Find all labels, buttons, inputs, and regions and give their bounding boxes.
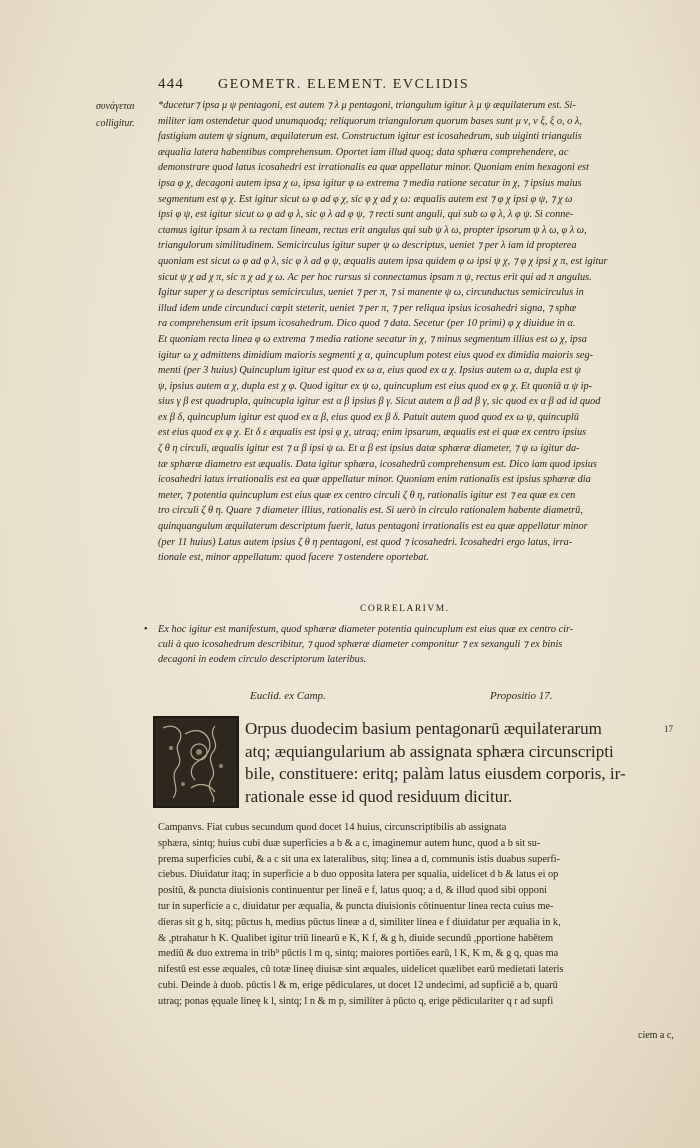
running-title: GEOMETR. ELEMENT. EVCLIDIS bbox=[218, 77, 470, 92]
proposition-line: Orpus duodecim basium pentagonarū æquilaterarum bbox=[245, 719, 602, 738]
proposition-side-number: 17 bbox=[664, 724, 673, 734]
commentary-line: utraq; ponas ęquale lineę k l, sintq; l n & m p, similiter à pūcto q, erige pēdiculariter q r ad supfi bbox=[158, 995, 554, 1007]
text-line: ζ θ η circuli, æqualis igitur est ⁊ α β ipsi ψ ω. Et α β est ipsius datæ sphæræ diameter, ⁊ ψ ω igitur da- bbox=[158, 443, 580, 455]
commentary-line: cubi. Deinde à duob. pūctis l & m, erige pēdiculares, ut docet 12 undecimi, ad supficiē a b, quarū bbox=[158, 979, 558, 991]
margin-note-greek: συνάγεται bbox=[96, 101, 135, 112]
margin-note-latin: colligitur. bbox=[96, 118, 135, 129]
catchword: ciem a c, bbox=[638, 1030, 674, 1041]
text-line: quinquangulum æquilaterum descriptum fuerit, latus pentagoni irrationalis est ea quæ appellatur minor bbox=[158, 521, 588, 533]
campanus-commentary bbox=[158, 820, 678, 1010]
text-line: militer iam ostendetur quod unumquodq; reliquorum triangulorum quorum bases sunt μ ν, ν ξ, ξ ο, ο λ, bbox=[158, 115, 582, 127]
text-line: ra comprehensum erit ipsum icosahedrum. Dico quod ⁊ data. Secetur (per 10 primi) φ χ diuidue in α. bbox=[158, 318, 576, 330]
bullet-mark-icon: • bbox=[144, 624, 148, 635]
text-line: meter, ⁊ potentia quincuplum est eius quæ ex centro circuli ζ θ η, rationalis igitur est ⁊ ea quæ ex cen bbox=[158, 489, 576, 501]
corollary-line: decagoni in eodem circulo descriptorum lateribus. bbox=[158, 654, 367, 666]
text-line: (per 11 huius) Latus autem ipsius ζ θ η pentagoni, est quod ⁊ icosahedri. Icosahedri ergo latus, irra- bbox=[158, 536, 573, 548]
commentary-line: mediū & duo extrema in trib⁹ pūctis l m q, sintq; maiores portiões earū, l K, K m, & g q, quas ma bbox=[158, 948, 559, 960]
corollary-title: CORRELARIVM. bbox=[360, 604, 450, 614]
text-line: sius γ β est quadrupla, quincupla igitur est α β ipsius β γ. Sicut autem α β ad β γ, sic quod ex α β ad id quod bbox=[158, 396, 601, 408]
text-line: menti (per 3 huius) Quincuplum igitur est quod ex ω α, eius quod ex α χ. Ipsius autem ω α, dupla est ψ bbox=[158, 365, 581, 377]
text-line: *ducetur⁊ ipsa μ ψ pentagoni, est autem ⁊ λ μ pentagoni, triangulum igitur λ μ ψ æquilaterum est. Si- bbox=[158, 100, 576, 111]
proposition-line: bile, constituere: eritq; palàm latus eiusdem corporis, ir- bbox=[245, 764, 626, 783]
text-line: ex β δ, quincuplum igitur est quod ex α β, eius quod ex β δ. Patuit autem quod quod ex ω ψ, quincuplū bbox=[158, 411, 579, 423]
text-line: est eius quod ex φ χ. Et δ ε æqualis est ipsi φ χ, utraq; enim ipsarum, æqualis est ei quæ ex centro ipsius bbox=[158, 427, 587, 439]
text-line: tionale est, minor appellatum: quod facere ⁊ ostendere oportebat. bbox=[158, 552, 429, 564]
corollary-line: Ex hoc igitur est manifestum, quod sphæræ diameter potentia quincuplum est eius quæ ex centro cir- bbox=[158, 624, 574, 635]
main-text bbox=[158, 98, 678, 566]
commentary-line: positū, & puncta diuisionis continuentur per lineā e f, latus quoq; a d, & illud quod sibi opponi bbox=[158, 885, 547, 897]
proposition-line: atq; æquiangularium ab assignata sphæra circunscripti bbox=[245, 741, 614, 761]
text-line: sicut ψ χ ad χ π, sic π χ ad χ ω. Ac per hoc rursus si connectamus ipsam π ψ, rectus erit qui ad π angulus. bbox=[158, 271, 592, 283]
proposition-line: rationale esse id quod residuum dicitur. bbox=[245, 786, 513, 806]
page-number: 444 bbox=[158, 76, 185, 92]
text-line: segmentum est φ χ. Est igitur sicut ω φ ad φ χ, sic φ χ ad χ ω: æqualis autem est ⁊ φ χ ipsi φ ψ, ⁊ χ ω bbox=[158, 193, 573, 205]
text-line: icosahedri latus irrationalis est ea quæ appellatur minor. Quoniam enim rationalis est ipsius sphæræ dia bbox=[158, 474, 591, 486]
commentary-line: prema superficies cubi, & a c sit una ex lateralibus, sitq; linea a d, communis istis duabus superfi- bbox=[158, 853, 561, 865]
text-line: demonstrare quod latus icosahedri est irrationalis ea quæ appellatur minor. Quoniam enim hexagoni est bbox=[158, 162, 589, 174]
commentary-line: ciebus. Diuidatur itaq; in superficie a b duo opposita latera per squalia, uidelicet d b & latus ei op bbox=[158, 869, 559, 881]
proposition-label: Propositio 17. bbox=[490, 690, 553, 702]
text-line: triangulorum similitudinem. Semicirculus igitur super ψ ω descriptus, ueniet ⁊ per λ iam id propterea bbox=[158, 240, 577, 252]
text-line: quoniam est sicut ω φ ad φ λ, sic φ λ ad φ ψ, æqualis autem ipsa quidem φ ω ipsi ψ χ, ⁊ φ χ ipsi χ π, est igitur bbox=[158, 255, 608, 267]
running-header bbox=[158, 76, 578, 93]
commentary-line: Campanvs. Fiat cubus secundum quod docet 14 huius, circunscriptibilis ab assignata bbox=[158, 822, 507, 833]
text-line: Et quoniam recta linea φ ω extrema ⁊ media ratione secatur in χ, ⁊ minus segmentum illius est ω χ, ipsa bbox=[158, 333, 587, 345]
commentary-line: & ,ptrahatur h K. Qualibet igitur triū linearū e K, K f, & g h, diuide secundū ,pportione habētem bbox=[158, 932, 554, 944]
proposition-text bbox=[245, 718, 665, 808]
corollary-text bbox=[158, 622, 678, 668]
text-line: ipsi φ ψ, est igitur sicut ω φ ad φ λ, sic φ λ ad φ ψ, ⁊ recti sunt anguli, qui sub ω φ λ, λ φ ψ. Si conne- bbox=[158, 209, 574, 221]
text-line: tæ sphæræ diametro est æqualis. Data igitur sphæra, icosahedrū comprehensum est. Dico iam quod ipsius bbox=[158, 458, 597, 470]
text-line: ipsa φ χ, decagoni autem ipsa χ ω, ipsa igitur φ ω extrema ⁊ media ratione secatur in χ, ⁊ ipsius maius bbox=[158, 177, 582, 189]
text-line: æqualia latera habentibus comprehensum. Oportet iam illud quoq; data sphæra comprehendere, ac bbox=[158, 146, 569, 158]
commentary-line: sphæra, sintq; huius cubi duæ superficies a b & a c, imaginemur autem hunc, quod a b sit su- bbox=[158, 837, 541, 849]
commentary-line: tur in superficie a c, diuidatur per æqualia, & puncta diuisionis cōtinuentur linea recta cuius me- bbox=[158, 900, 554, 912]
commentary-line: dieras sit g h, sitq; pūctus h, medius pūctus lineæ a d, similiter linea e f diuidatur per æqualia in k, bbox=[158, 916, 561, 928]
text-line: ψ, ipsius autem α χ, dupla est χ φ. Quod igitur ex ψ ω, quincuplum est eius quod ex φ χ. Et quoniā α ψ ip- bbox=[158, 380, 593, 392]
source-ref: Euclid. ex Camp. bbox=[250, 690, 326, 702]
text-line: ctamus igitur ipsam λ ω rectam lineam, rectus erit angulus qui sub ψ λ ω, propter ipsorum ψ λ ω, φ λ ω, bbox=[158, 224, 587, 236]
commentary-line: nifestū est esse æquales, cū totæ lineę diuisæ sint æquales, uidelicet quælibet earū medietati lateris bbox=[158, 964, 564, 976]
text-line: illud idem unde circunduci cœpit steterit, ueniet ⁊ per π, ⁊ per reliqua ipsius icosahedri signa, ⁊ sphæ bbox=[158, 302, 577, 314]
text-line: fastigium autem ψ signum, æquilaterum est. Constructum igitur est icosahedrum, sub uiginti triangulis bbox=[158, 131, 582, 143]
text-line: tro circuli ζ θ η. Quare ⁊ diameter illius, rationalis est. Si uerò in circulo rationalem habente diametrū, bbox=[158, 505, 583, 517]
decorated-initial-c-icon bbox=[153, 716, 239, 808]
text-line: Igitur super χ ω descriptus semicirculus, ueniet ⁊ per π, ⁊ si manente ψ ω, circunductus semicirculus in bbox=[158, 287, 584, 299]
text-line: igitur ω χ admittens dimidium maioris segmenti χ α, quincuplum potest eius quod ex dimidia maioris seg- bbox=[158, 349, 594, 361]
corollary-line: culi à quo icosahedrum describitur, ⁊ quod sphæræ diameter componitur ⁊ ex sexanguli ⁊ ex binis bbox=[158, 639, 563, 651]
